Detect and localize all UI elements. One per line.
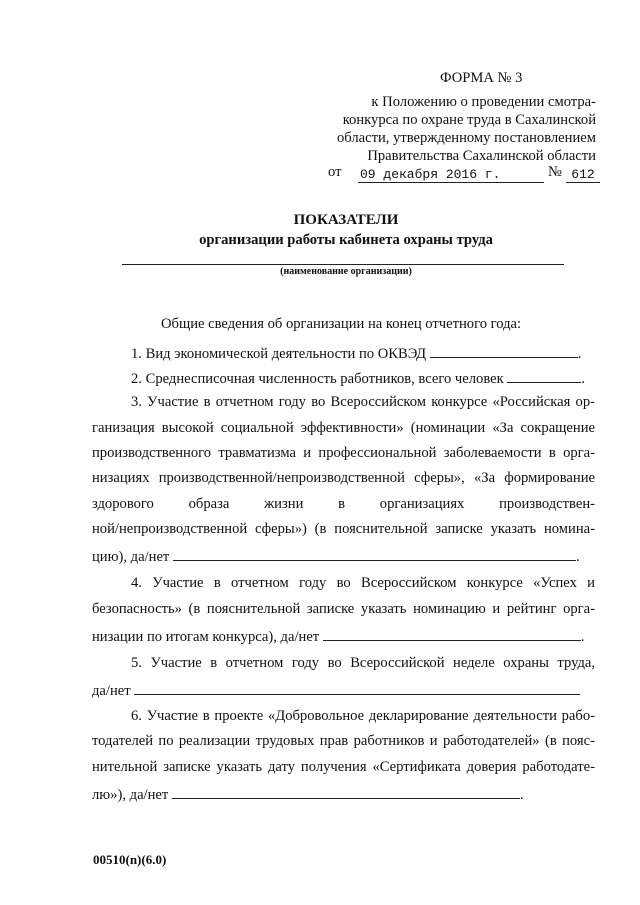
organization-name-caption: (наименование организации)	[280, 266, 412, 277]
item-6-line: 6. Участие в проекте «Добровольное декларирование деятельности рабо-	[131, 708, 595, 724]
item-2: 2. Среднесписочная численность работников, всего человек .	[131, 368, 585, 388]
item-2-text: 2. Среднесписочная численность работников, всего человек	[131, 371, 504, 387]
item-5-text: да/нет	[92, 683, 131, 699]
document-subtitle: организации работы кабинета охраны труда	[199, 232, 493, 248]
organization-name-line	[122, 264, 564, 265]
item-3-last-line: цию), да/нет .	[92, 546, 580, 566]
item-3-text: цию), да/нет	[92, 549, 170, 565]
item-3-line: ной/непроизводственной сферы») (в пояснительной записке указать номина-	[92, 521, 595, 537]
resolution-number-prefix: №	[548, 164, 562, 180]
item-6-text: лю»), да/нет	[92, 787, 169, 803]
item-3-line: 3. Участие в отчетном году во Всероссийском конкурсе «Российская ор-	[131, 394, 595, 410]
okved-field[interactable]	[430, 343, 578, 358]
item-4-last-line: низации по итогам конкурса), да/нет .	[92, 626, 585, 646]
item-6-line: тодателей по реализации трудовых прав работников и работодателей» (в пояс-	[92, 733, 595, 749]
header-line: конкурса по охране труда в Сахалинской	[342, 112, 596, 128]
document-title: ПОКАЗАТЕЛИ	[293, 212, 399, 228]
item-4-line: безопасность» (в пояснительной записке указать номинацию и рейтинг орга-	[92, 601, 595, 617]
item-4-text: низации по итогам конкурса), да/нет	[92, 629, 320, 645]
item-6-last-line: лю»), да/нет .	[92, 784, 524, 804]
item-3-line: ганизация высокой социальной эффективности» (номинации «За сокращение	[92, 420, 595, 436]
header-line: области, утвержденному постановлением	[336, 130, 596, 146]
document-code: 00510(n)(6.0)	[93, 852, 167, 867]
item-6-line: нительной записке указать дату получения «Сертификата доверия работодате-	[92, 759, 595, 775]
item-4-answer-field[interactable]	[323, 626, 581, 641]
intro-text: Общие сведения об организации на конец отчетного года:	[161, 316, 522, 332]
header-line: к Положению о проведении смотра-	[371, 94, 596, 110]
employee-count-field[interactable]	[507, 368, 581, 383]
item-1-text: 1. Вид экономической деятельности по ОКВЭД	[131, 346, 427, 362]
form-number: ФОРМА № 3	[440, 70, 523, 86]
item-5-answer-field[interactable]	[134, 680, 580, 695]
item-5-line: 5. Участие в отчетном году во Всероссийской неделе охраны труда,	[131, 655, 595, 671]
resolution-number: 612	[566, 167, 600, 183]
item-4-line: 4. Участие в отчетном году во Всероссийском конкурсе «Успех и	[131, 575, 595, 591]
resolution-date-prefix: от	[328, 164, 342, 180]
item-5-last-line	[92, 680, 580, 700]
item-1: 1. Вид экономической деятельности по ОКВЭД .	[131, 343, 581, 363]
item-3-line: здорового образа жизни в организациях производствен-	[92, 496, 595, 512]
item-3-line: производственного травматизма и профессиональной заболеваемости в орга-	[92, 445, 595, 461]
resolution-date: 09 декабря 2016 г.	[358, 167, 544, 183]
item-3-answer-field[interactable]	[173, 546, 576, 561]
item-3-line: низациях производственной/непроизводственной сферы», «За формирование	[92, 470, 595, 486]
header-line: Правительства Сахалинской области	[367, 148, 596, 164]
item-6-answer-field[interactable]	[172, 784, 520, 799]
